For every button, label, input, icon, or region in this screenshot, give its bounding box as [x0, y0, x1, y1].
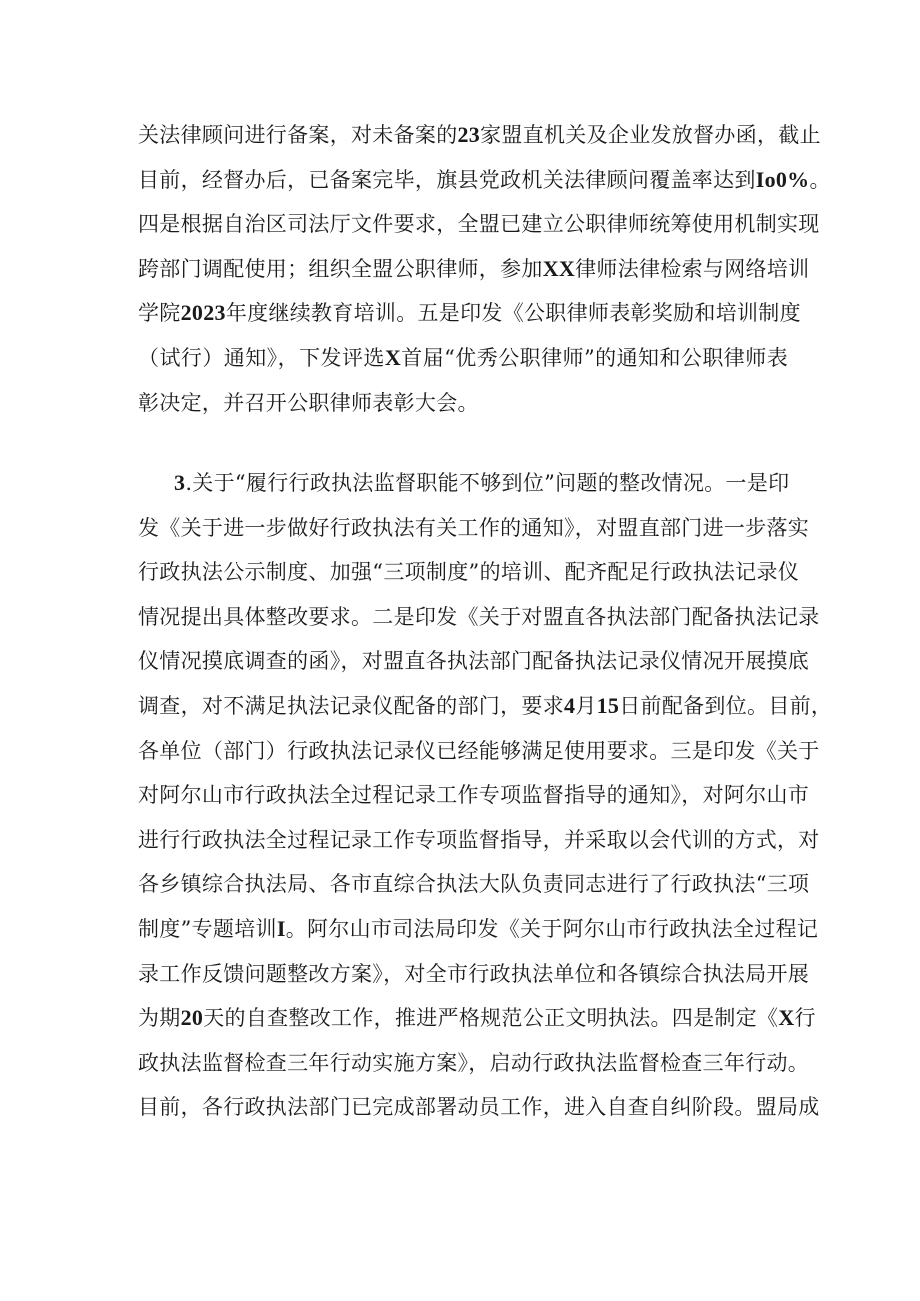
text-line — [138, 818, 820, 863]
text-run: 各乡镇综合执法局、各市直综合执法大队负责同志进行了行政执法“三项 — [138, 872, 810, 897]
bold-run: 23 — [457, 122, 481, 147]
bold-run: 3 — [174, 470, 186, 495]
text-line — [138, 1041, 810, 1086]
text-line — [138, 461, 788, 506]
text-run: 关法律顾问进行备案，对未备案的 — [138, 123, 458, 147]
text-line — [138, 158, 831, 203]
text-line — [138, 996, 816, 1041]
text-run: 跨部门调配使用；组织全盟公职律师，参加 — [138, 256, 543, 281]
bold-run: 20 — [180, 1005, 204, 1031]
text-run: 。阿尔山市司法局印发《关于阿尔山市行政执法全过程记 — [285, 916, 819, 941]
bold-run: Io0% — [755, 166, 810, 192]
text-run: 家盟直机关及企业发放督办函，截止 — [480, 123, 821, 147]
bold-run: 2023 — [180, 300, 226, 326]
text-run: 调查，对不满足执法记录仪配备的部门，要求 — [138, 693, 564, 718]
text-run: 彰决定，并召开公职律师表彰大会。 — [138, 390, 479, 415]
text-line — [138, 506, 810, 551]
text-run: 目前，经督办后，已备案完毕，旗县党政机关法律顾问覆盖率达到 — [138, 167, 756, 192]
text-run: 四是根据自治区司法厅文件要求，全盟已建立公职律师统筹使用机制实现 — [138, 212, 820, 237]
text-run: 仪情况摸底调查的函》，对盟直各执法部门配备执法记录仪情况开展摸底 — [138, 649, 810, 674]
text-run: 日前配备到位。目前， — [619, 693, 833, 718]
text-run: 律师法律检索与网络培训 — [575, 256, 810, 281]
text-run: 行政执法公示制度、加强“三项制度”的培训、配齐配足行政执法记录仪 — [138, 560, 800, 585]
text-line — [138, 291, 801, 336]
bold-run: XX — [542, 255, 576, 281]
text-run: 月 — [575, 693, 597, 718]
text-line — [138, 952, 810, 997]
text-line — [138, 595, 820, 640]
text-line — [138, 202, 820, 247]
text-line — [138, 1085, 820, 1130]
bold-run: 4 — [564, 692, 576, 718]
paragraph-1 — [138, 113, 831, 425]
text-run: 天的自查整改工作，推进严格规范公正文明执法。四是制定《 — [203, 1006, 779, 1031]
text-run: 学院 — [138, 301, 181, 326]
text-line — [138, 336, 788, 381]
bold-run: 15 — [596, 692, 620, 718]
text-line — [138, 113, 821, 158]
text-line — [138, 550, 800, 595]
bold-run: X — [778, 1005, 795, 1031]
text-run: 发《关于进一步做好行政执法有关工作的通知》，对盟直部门进一步落实 — [138, 515, 810, 540]
bold-run: I — [276, 915, 286, 941]
text-run: 进行行政执法全过程记录工作专项监督指导，并采取以会代训的方式，对 — [138, 827, 820, 852]
text-line — [138, 247, 810, 292]
text-run: .关于“履行行政执法监督职能不够到位”问题的整改情况。一是印 — [185, 471, 790, 495]
text-line — [138, 684, 833, 729]
text-run: 情况提出具体整改要求。二是印发《关于对盟直各执法部门配备执法记录 — [138, 604, 820, 629]
paragraph-2 — [138, 461, 833, 1130]
text-line — [138, 907, 819, 952]
text-line — [138, 862, 810, 907]
text-run: 首届“优秀公职律师”的通知和公职律师表 — [401, 345, 789, 370]
text-line — [138, 639, 810, 684]
text-line — [138, 729, 820, 774]
text-run: 政执法监督检查三年行动实施方案》，启动行政执法监督检查三年行动。 — [138, 1050, 810, 1075]
text-run: （试行）通知》，下发评选 — [138, 345, 385, 370]
text-run: 行 — [794, 1006, 816, 1031]
text-line — [138, 773, 810, 818]
text-run: 目前，各行政执法部门已完成部署动员工作，进入自查自纠阶段。盟局成 — [138, 1095, 820, 1120]
text-run: 制度”专题培训 — [138, 916, 277, 941]
text-run: 录工作反馈问题整改方案》，对全市行政执法单位和各镇综合执法局开展 — [138, 961, 810, 986]
text-run: 各单位（部门）行政执法记录仪已经能够满足使用要求。三是印发《关于 — [138, 738, 820, 763]
text-run: 对阿尔山市行政执法全过程记录工作专项监督指导的通知》，对阿尔山市 — [138, 783, 810, 808]
text-run: 为期 — [138, 1006, 181, 1031]
text-line — [138, 381, 788, 426]
text-run: 。 — [809, 167, 831, 192]
bold-run: X — [384, 344, 402, 370]
text-run: 年度继续教育培训。五是印发《公职律师表彰奖励和培训制度 — [225, 301, 801, 326]
